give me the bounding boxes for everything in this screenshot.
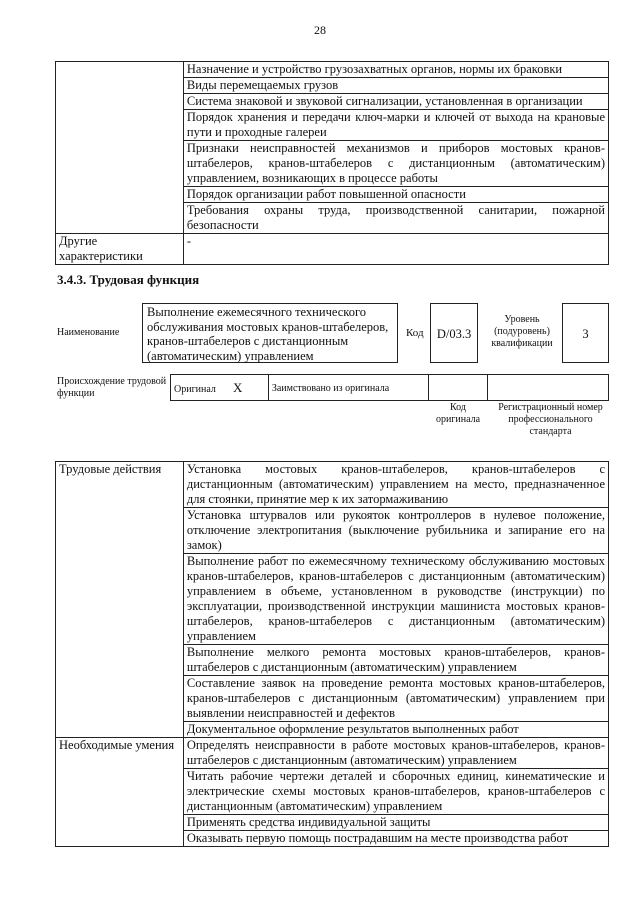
other-characteristics-label: Другие характеристики <box>56 234 184 265</box>
skill-item: Определять неисправности в работе мостовых кранов-штабелеров, кранов-штабелеров с дистанционным (автоматическим) управлением <box>183 738 608 769</box>
skill-item: Применять средства индивидуальной защиты <box>183 815 608 831</box>
action-item: Выполнение мелкого ремонта мостовых кранов-штабелеров, кранов-штабелеров с дистанционным (автоматическим) управлением <box>183 645 608 676</box>
knowledge-item: Система знаковой и звуковой сигнализации, установленная в организации <box>183 94 608 110</box>
action-item: Установка мостовых кранов-штабелеров, кранов-штабелеров с дистанционным (автоматическим) управлением на место, предназначенное для стоянки, принятие мер к их затормаживанию <box>183 462 608 508</box>
main-function-table <box>55 461 609 847</box>
code-box <box>430 303 478 363</box>
knowledge-item: Виды перемещаемых грузов <box>183 78 608 94</box>
skill-item: Читать рабочие чертежи деталей и сборочных единиц, кинематические и электрические схемы мостовых кранов-штабелеров, кранов-штабелеров с дистанционным (автоматическим) управлением <box>183 769 608 815</box>
original-mark: X <box>233 379 243 395</box>
empty-label-cell <box>56 62 184 234</box>
origin-table <box>170 374 609 401</box>
page-number: 28 <box>314 23 326 37</box>
registration-caption: Регистрационный номер профессионального стандарта <box>498 402 603 437</box>
knowledge-item: Порядок организации работ повышенной опасности <box>183 187 608 203</box>
registration-number-cell <box>488 375 609 401</box>
borrowed-label: Заимствовано из оригинала <box>271 383 390 394</box>
level-value: 3 <box>582 327 589 341</box>
original-cell <box>171 375 269 401</box>
code-caption: Код оригинала <box>435 402 481 425</box>
action-item: Составление заявок на проведение ремонта мостовых кранов-штабелеров, кранов-штабелеров с дистанционным (автоматическим) управлением при выявлении неисправностей и дефектов <box>183 676 608 722</box>
name-label: Наименование <box>57 327 120 338</box>
function-name-box <box>142 303 398 363</box>
knowledge-item: Признаки неисправностей механизмов и приборов мостовых кранов-штабелеров, кранов-штабелеров с дистанционным (автоматическим) управлением, возникающих в процессе работы <box>183 141 608 187</box>
top-knowledge-table <box>55 61 609 265</box>
knowledge-item: Порядок хранения и передачи ключ-марки и ключей от выхода на крановые пути и проходные галереи <box>183 110 608 141</box>
actions-label: Трудовые действия <box>56 462 184 738</box>
original-code-cell <box>428 375 488 401</box>
knowledge-item: Требования охраны труда, производственной санитарии, пожарной безопасности <box>183 203 608 234</box>
skill-item: Оказывать первую помощь пострадавшим на месте производства работ <box>183 831 608 847</box>
action-item: Установка штурвалов или рукояток контроллеров в нулевое положение, отключение электропитания (выключение рубильника и запирание его на замок) <box>183 508 608 554</box>
skills-label: Необходимые умения <box>56 738 184 847</box>
action-item: Документальное оформление результатов выполненных работ <box>183 722 608 738</box>
origin-label: Происхождение трудовой функции <box>57 376 167 399</box>
borrowed-cell <box>268 375 428 401</box>
section-title: 3.4.3. Трудовая функция <box>57 272 200 287</box>
original-label: Оригинал <box>174 383 216 395</box>
knowledge-item: Назначение и устройство грузозахватных органов, нормы их браковки <box>183 62 608 78</box>
other-characteristics-value: - <box>183 234 608 265</box>
action-item: Выполнение работ по ежемесячному техническому обслуживанию мостовых кранов-штабелеров, кранов-штабелеров с дистанционным (автоматическим) управлением в объеме, установленном в руководстве (инструкции) по эксплуатации, производственной инструкции машиниста мостовых кранов-штабелеров, кранов-штабелеров с дистанционным (автоматическим) управлением <box>183 554 608 645</box>
level-box <box>562 303 609 363</box>
function-name-value: Выполнение ежемесячного технического обслуживания мостовых кранов-штабелеров, кранов-штабелеров с дистанционным (автоматическим) управлением <box>147 305 389 363</box>
code-label: Код <box>406 327 424 339</box>
level-label: Уровень (подуровень) квалификации <box>491 314 553 349</box>
code-value: D/03.3 <box>436 327 472 341</box>
